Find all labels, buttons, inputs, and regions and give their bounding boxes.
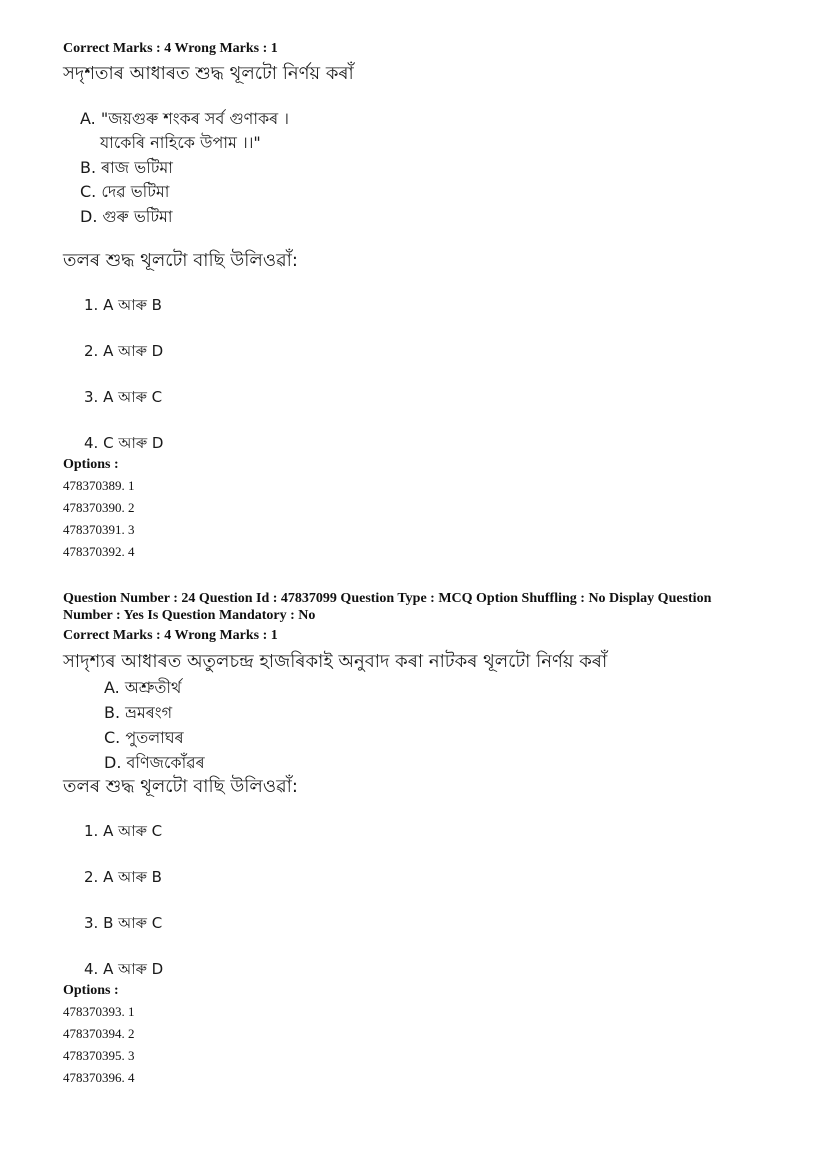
q23-statement-d: D. গুৰু ভটিমা: [80, 207, 173, 226]
q23-option-row-1: 478370389. 1: [63, 478, 135, 493]
q24-answer-4: 4. A আৰু D: [84, 960, 164, 978]
q24-instruction: তলৰ শুদ্ধ থূলটো বাছি উলিওৱাঁ:: [63, 776, 298, 797]
q23-question-text: সদৃশতাৰ আধাৰত শুদ্ধ থূলটো নিৰ্ণয় কৰাঁ: [63, 63, 354, 84]
q23-answer-1: 1. A আৰু B: [84, 296, 162, 314]
q23-instruction: তলৰ শুদ্ধ থূলটো বাছি উলিওৱাঁ:: [63, 250, 298, 271]
q23-option-row-4: 478370392. 4: [63, 544, 135, 559]
q24-option-row-4: 478370396. 4: [63, 1070, 135, 1085]
q24-answer-1: 1. A আৰু C: [84, 822, 163, 840]
q24-option-row-2: 478370394. 2: [63, 1026, 135, 1041]
q23-option-row-3: 478370391. 3: [63, 522, 135, 537]
q24-option-row-1: 478370393. 1: [63, 1004, 135, 1019]
q24-options-label: Options :: [63, 983, 119, 998]
q23-answer-2: 2. A আৰু D: [84, 342, 164, 360]
q23-answer-4: 4. C আৰু D: [84, 434, 164, 452]
q24-question-text: সাদৃশ্যৰ আধাৰত অতুলচন্দ্ৰ হাজৰিকাই অনুবাদ কৰা নাটকৰ থূলটো নিৰ্ণয় কৰাঁ: [63, 651, 608, 672]
q24-statement-a: A. অশ্ৰুতীৰ্থ: [104, 678, 182, 697]
q23-statement-a-cont: যাকেৰি নাহিকে উপাম ।।": [100, 133, 261, 152]
q24-marks: Correct Marks : 4 Wrong Marks : 1: [63, 628, 278, 643]
q23-statement-a: A. "জয়গুৰু শংকৰ সৰ্ব গুণাকৰ ।: [80, 109, 289, 128]
q23-option-row-2: 478370390. 2: [63, 500, 135, 515]
q24-header-line-1: Question Number : 24 Question Id : 47837099 Question Type : MCQ Option Shuffling : No Display Question: [63, 591, 712, 606]
q23-answer-3: 3. A আৰু C: [84, 388, 163, 406]
q23-options-label: Options :: [63, 457, 119, 472]
q24-header-line-2: Number : Yes Is Question Mandatory : No: [63, 608, 316, 623]
q23-statement-c: C. দেৱ ভটিমা: [80, 182, 170, 201]
q23-marks: Correct Marks : 4 Wrong Marks : 1: [63, 41, 278, 56]
q24-statement-c: C. পুতলাঘৰ: [104, 728, 184, 747]
q24-answer-3: 3. B আৰু C: [84, 914, 163, 932]
q24-option-row-3: 478370395. 3: [63, 1048, 135, 1063]
q23-statement-b: B. ৰাজ ভটিমা: [80, 158, 173, 177]
q24-answer-2: 2. A আৰু B: [84, 868, 162, 886]
q24-statement-b: B. ভ্ৰমৰংগ: [104, 703, 173, 722]
q24-statement-d: D. বণিজকোঁৱৰ: [104, 753, 205, 772]
